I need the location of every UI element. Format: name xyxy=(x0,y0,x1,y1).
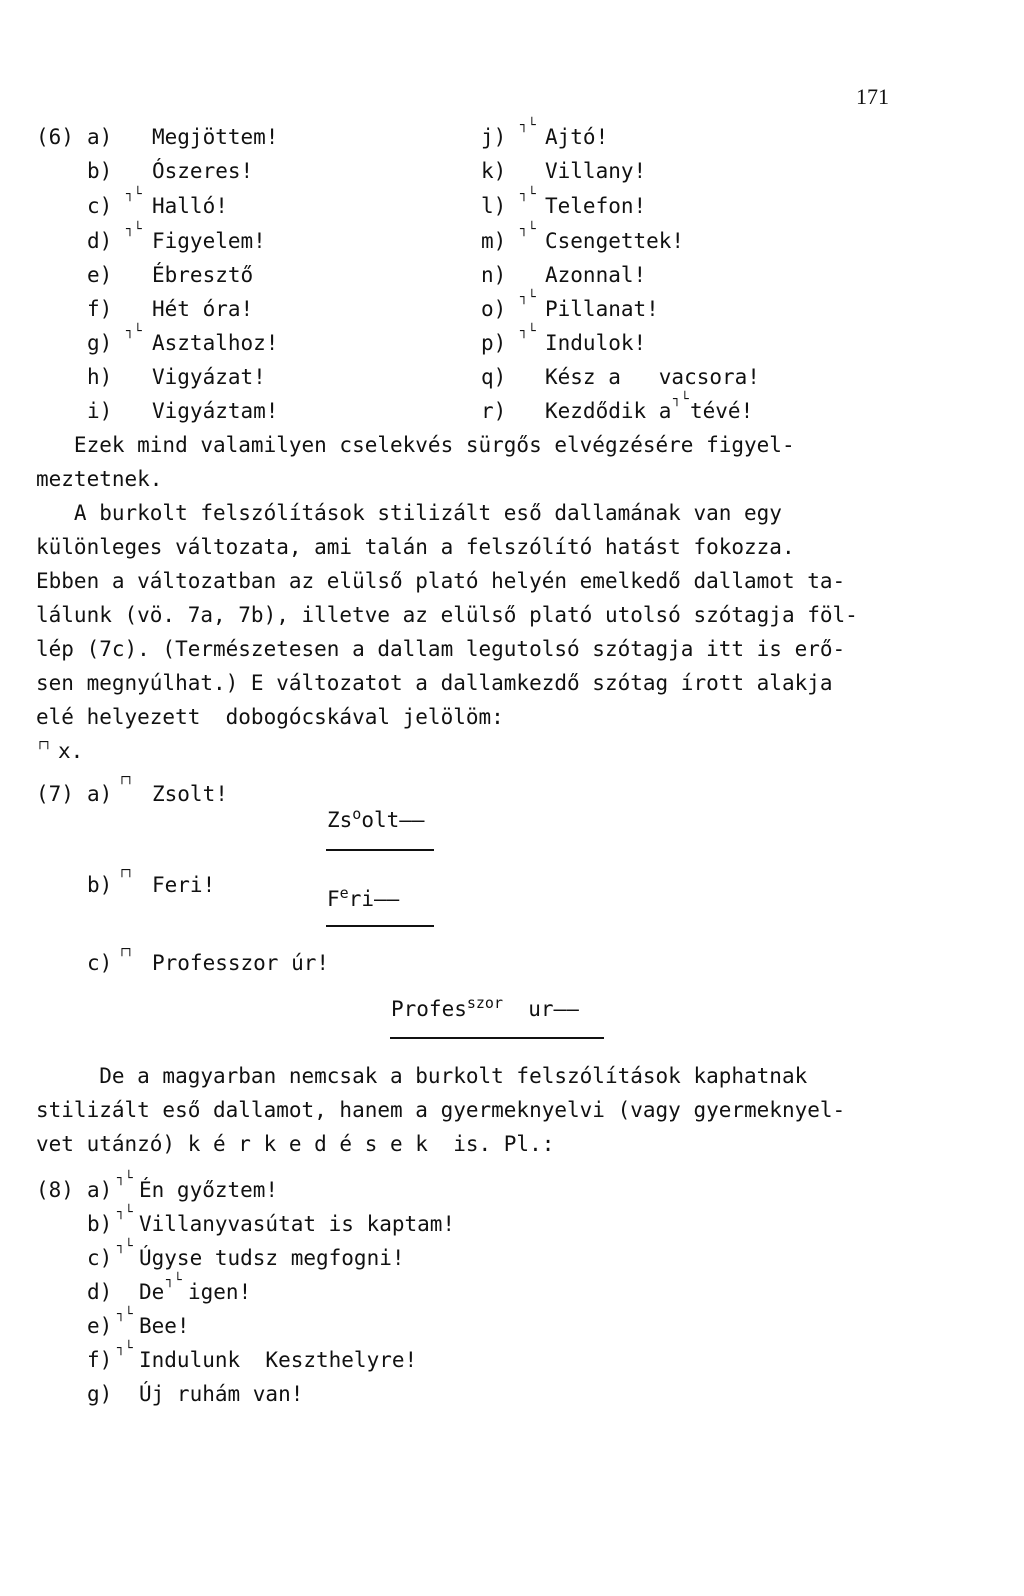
list-item-text: Kezdődik a xyxy=(545,399,672,423)
pitch-mark-icon: ┐└ xyxy=(117,1307,133,1322)
list-item-text: Megjöttem! xyxy=(152,125,279,149)
text-line: Ebben a változatban az elülső plató helyén emelkedő dallamot ta- xyxy=(36,569,846,593)
list-item-text: Vigyáztam! xyxy=(152,399,279,423)
pitch-mark-icon: ┐└ xyxy=(117,1239,133,1254)
text-line: A burkolt felszólítások stilizált eső dallamának van egy xyxy=(36,501,782,525)
list-item-text: Professzor úr! xyxy=(152,951,330,975)
list-item-text: Indulunk Keszthelyre! xyxy=(139,1348,418,1372)
melody-tail: ur—— xyxy=(502,997,579,1021)
pitch-mark-icon: ┐└ xyxy=(673,392,689,407)
symbol-x: x. xyxy=(58,739,84,763)
list-item-text: igen! xyxy=(188,1280,252,1304)
list-item-text: Ajtó! xyxy=(545,125,609,149)
list-item-text: Asztalhoz! xyxy=(152,331,279,355)
pitch-mark-icon: ┐└ xyxy=(520,324,536,339)
text-line: különleges változata, ami talán a felszólító hatást fokozza. xyxy=(36,535,795,559)
melody-base: Profes xyxy=(391,997,467,1021)
melody-tail: olt—— xyxy=(361,808,425,832)
list-item-letter: h) xyxy=(87,365,113,389)
pitch-mark-icon: ┐└ xyxy=(166,1273,182,1288)
list-item-letter: c) xyxy=(87,951,113,975)
pitch-mark-icon: ┐└ xyxy=(520,118,536,133)
divider-line xyxy=(326,925,434,927)
example-6-label: (6) xyxy=(36,125,74,149)
list-item-letter: f) xyxy=(87,297,113,321)
text-line: vet utánzó) k é r k e d é s e k is. Pl.: xyxy=(36,1132,555,1156)
pitch-mark-icon: ┐└ xyxy=(117,1341,133,1356)
list-item-text: Villanyvasútat is kaptam! xyxy=(139,1212,456,1236)
list-item-text: Zsolt! xyxy=(152,782,228,806)
list-item-letter: a) xyxy=(87,1178,113,1202)
text-line: elé helyezett dobogócskával jelölöm: xyxy=(36,705,504,729)
list-item-text: Figyelem! xyxy=(152,229,266,253)
list-item-text: Úgyse tudsz megfogni! xyxy=(139,1246,405,1270)
list-item-text: Ószeres! xyxy=(152,159,254,183)
list-item-text: Feri! xyxy=(152,873,216,897)
text-line: De a magyarban nemcsak a burkolt felszólítások kaphatnak xyxy=(36,1064,808,1088)
melody-tail: ri—— xyxy=(348,887,400,911)
pitch-mark-icon: ┐└ xyxy=(117,1171,133,1186)
drum-mark-icon: ┌┐ xyxy=(36,735,52,750)
list-item-text: Új ruhám van! xyxy=(139,1382,304,1406)
list-item-text: Halló! xyxy=(152,194,228,218)
text-line: lép (7c). (Természetesen a dallam legutolsó szótagja itt is erő- xyxy=(36,637,846,661)
list-item-text: Pillanat! xyxy=(545,297,659,321)
list-item-text: De xyxy=(139,1280,165,1304)
melody-notation xyxy=(327,807,425,831)
list-item-letter: k) xyxy=(481,159,507,183)
list-item-text: Hét óra! xyxy=(152,297,254,321)
list-item-letter: p) xyxy=(481,331,507,355)
list-item-text: Vigyázat! xyxy=(152,365,266,389)
list-item-letter: b) xyxy=(87,159,113,183)
pitch-mark-icon: ┐└ xyxy=(126,222,142,237)
melody-notation xyxy=(391,996,579,1020)
list-item-letter: c) xyxy=(87,1246,113,1270)
list-item-text: Csengettek! xyxy=(545,229,685,253)
list-item-letter: a) xyxy=(87,125,113,149)
melody-base: Zs xyxy=(327,808,353,832)
text-line: Ezek mind valamilyen cselekvés sürgős elvégzésére figyel- xyxy=(36,433,795,457)
list-item-letter: d) xyxy=(87,229,113,253)
list-item-letter: e) xyxy=(87,263,113,287)
list-item-text: Ébresztő xyxy=(152,263,254,287)
list-item-letter: d) xyxy=(87,1280,113,1304)
melody-base: F xyxy=(327,887,340,911)
list-item-text: Villany! xyxy=(545,159,647,183)
example-7-label: (7) xyxy=(36,782,74,806)
list-item-letter: n) xyxy=(481,263,507,287)
list-item-letter: b) xyxy=(87,873,113,897)
list-item-text: Kész a vacsora! xyxy=(545,365,760,389)
list-item-text: Bee! xyxy=(139,1314,190,1338)
pitch-mark-icon: ┐└ xyxy=(117,1205,133,1220)
list-item-letter: j) xyxy=(481,125,507,149)
melody-notation xyxy=(327,886,399,910)
drum-mark-icon: ┌┐ xyxy=(118,770,134,785)
list-item-text: Telefon! xyxy=(545,194,647,218)
list-item-letter: f) xyxy=(87,1348,113,1372)
divider-line xyxy=(326,849,434,851)
page-number: 171 xyxy=(856,84,889,109)
list-item-letter: g) xyxy=(87,331,113,355)
list-item-letter: o) xyxy=(481,297,507,321)
list-item-letter: c) xyxy=(87,194,113,218)
drum-mark-icon: ┌┐ xyxy=(118,942,134,957)
drum-mark-icon: ┌┐ xyxy=(118,863,134,878)
divider-line xyxy=(390,1037,604,1039)
melody-raised: e xyxy=(339,884,349,902)
list-item-letter: l) xyxy=(481,194,507,218)
pitch-mark-icon: ┐└ xyxy=(126,324,142,339)
text-line: lálunk (vö. 7a, 7b), illetve az elülső plató utolsó szótagja föl- xyxy=(36,603,858,627)
pitch-mark-icon: ┐└ xyxy=(126,187,142,202)
list-item-letter: e) xyxy=(87,1314,113,1338)
list-item-text: Azonnal! xyxy=(545,263,647,287)
melody-raised: szor xyxy=(466,994,503,1012)
list-item-letter: g) xyxy=(87,1382,113,1406)
list-item-text: Én győztem! xyxy=(139,1178,279,1202)
example-8-label: (8) xyxy=(36,1178,74,1202)
text-line: sen megnyúlhat.) E változatot a dallamkezdő szótag írott alakja xyxy=(36,671,833,695)
melody-raised: o xyxy=(352,805,362,823)
text-line: stilizált eső dallamot, hanem a gyermeknyelvi (vagy gyermeknyel- xyxy=(36,1098,846,1122)
list-item-text: Indulok! xyxy=(545,331,647,355)
list-item-letter: b) xyxy=(87,1212,113,1236)
text-line: meztetnek. xyxy=(36,467,163,491)
list-item-letter: a) xyxy=(87,782,113,806)
pitch-mark-icon: ┐└ xyxy=(520,290,536,305)
list-item-letter: r) xyxy=(481,399,507,423)
list-item-letter: q) xyxy=(481,365,507,389)
list-item-letter: m) xyxy=(481,229,507,253)
pitch-mark-icon: ┐└ xyxy=(520,222,536,237)
list-item-letter: i) xyxy=(87,399,113,423)
pitch-mark-icon: ┐└ xyxy=(520,187,536,202)
list-item-text: tévé! xyxy=(690,399,754,423)
